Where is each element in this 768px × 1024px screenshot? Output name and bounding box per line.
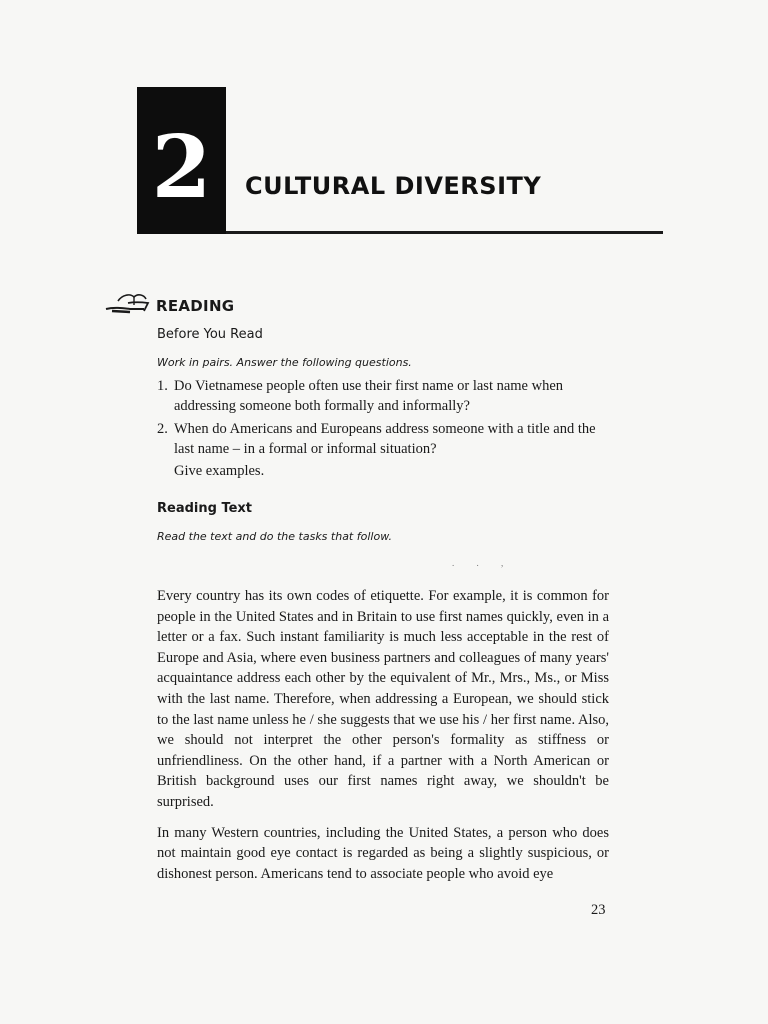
question-item [157, 419, 607, 459]
reading-text-heading: Reading Text [157, 501, 253, 516]
chapter-title-rule [226, 231, 663, 234]
question-number: 1. [157, 378, 168, 394]
reading-text-instruction: Read the text and do the tasks that follow. [157, 530, 392, 543]
body-paragraph: In many Western countries, including the United States, a person who does not maintain good eye contact is regarded as being a slightly suspicious, or dishonest person. Americans tend to associate people who avoid eye [157, 824, 609, 882]
reading-body [157, 586, 609, 894]
before-you-read-instruction: Work in pairs. Answer the following questions. [157, 356, 412, 369]
question-list [157, 376, 607, 462]
chapter-title: CULTURAL DIVERSITY [245, 172, 542, 200]
page-number: 23 [591, 902, 606, 918]
reading-hand-icon [104, 287, 152, 315]
question-extra-line: Give examples. [174, 463, 265, 479]
section-heading: READING [156, 297, 235, 315]
scan-marks: . . , [452, 558, 514, 568]
chapter-number-block [137, 87, 226, 234]
body-paragraph: Every country has its own codes of etiquette. For example, it is common for people in the United States and in Britain to use first names quickly, even in a letter or a fax. Such instant familiarity is much less acceptable in the rest of Europe and Asia, where even business partners and colleagues of many years' acquaintance address each other by the equivalent of Mr., Mrs., Ms., or Miss with the last name. Therefore, when addressing a European, we should stick to the last name unless he / she suggests that we use his / her first name. Also, we should not interpret the other person's formality as stiffness or unfriendliness. On the other hand, if a partner with a North American or British background uses our first names right away, we shouldn't be surprised. [157, 588, 609, 810]
question-text: When do Americans and Europeans address someone with a title and the last name – in a formal or informal situation? [174, 421, 596, 457]
chapter-number: 2 [151, 117, 212, 218]
question-item [157, 376, 607, 416]
before-you-read-heading: Before You Read [157, 327, 263, 342]
question-number: 2. [157, 421, 168, 437]
question-text: Do Vietnamese people often use their first name or last name when addressing someone both formally and informally? [174, 378, 564, 414]
